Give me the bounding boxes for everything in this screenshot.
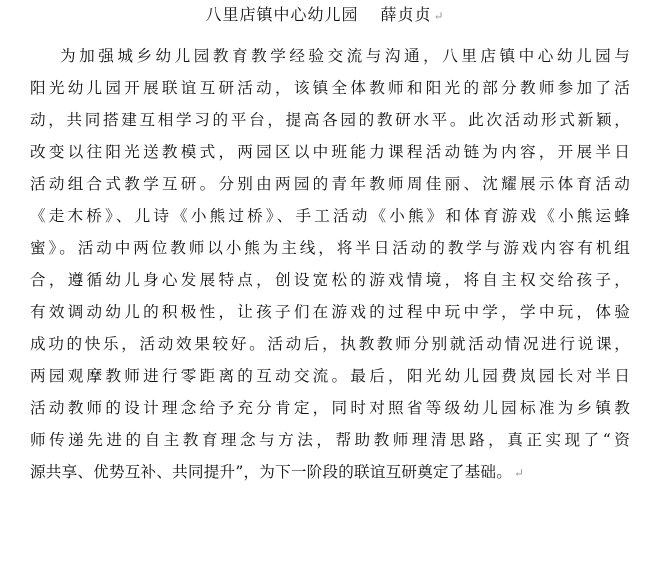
body-line: 阳光幼儿园开展联谊互研活动，该镇全体教师和阳光的部分教师参加了活 xyxy=(30,79,630,97)
document-title: 八里店镇中心幼儿园 xyxy=(205,5,359,24)
document-author: 薛贞贞 xyxy=(380,5,432,24)
paragraph-mark-icon: ↵ xyxy=(433,9,445,23)
body-line: 《走木桥》、儿诗《小熊过桥》、手工活动《小熊》和体育游戏《小熊运蜂 xyxy=(30,207,630,225)
body-line: 蜜》。活动中两位教师以小熊为主线，将半日活动的教学与游戏内容有机组 xyxy=(30,239,630,257)
body-line: 成功的快乐，活动效果较好。活动后，执教教师分别就活动情况进行说课， xyxy=(30,335,630,353)
document-title-line xyxy=(0,4,650,27)
body-line: 两园观摩教师进行零距离的互动交流。最后，阳光幼儿园费岚园长对半日 xyxy=(30,367,630,385)
body-line: 为加强城乡幼儿园教育教学经验交流与沟通，八里店镇中心幼儿园与 xyxy=(60,47,630,65)
body-line: 活动组合式教学互研。分别由两园的青年教师周佳丽、沈耀展示体育活动 xyxy=(30,175,630,193)
body-line: 有效调动幼儿的积极性，让孩子们在游戏的过程中玩中学，学中玩，体验 xyxy=(30,303,630,321)
body-line-text: 源共享、优势互补、共同提升”，为下一阶段的联谊互研奠定了基础。 xyxy=(30,463,512,481)
body-line-last xyxy=(30,456,630,488)
body-line: 改变以往阳光送教模式，两园区以中班能力课程活动链为内容，开展半日 xyxy=(30,143,630,161)
body-line: 活动教师的设计理念给予充分肯定，同时对照省等级幼儿园标准为乡镇教 xyxy=(30,399,630,417)
document-body xyxy=(30,40,630,488)
body-line: 合，遵循幼儿身心发展特点，创设宽松的游戏情境，将自主权交给孩子， xyxy=(30,271,630,289)
body-line: 动，共同搭建互相学习的平台，提高各园的教研水平。此次活动形式新颖， xyxy=(30,111,630,129)
paragraph-end-mark-icon: ↵ xyxy=(514,466,525,480)
body-line: 师传递先进的自主教育理念与方法，帮助教师理清思路，真正实现了“资 xyxy=(30,431,630,449)
